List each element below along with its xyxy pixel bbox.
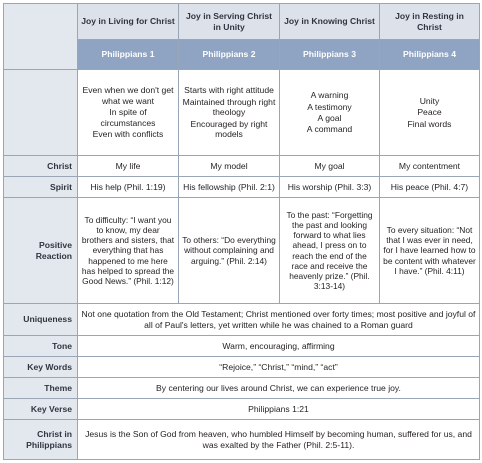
theme-cell: By centering our lives around Christ, we can experience true joy.	[78, 378, 480, 399]
summary-line: In spite of circumstances	[100, 107, 156, 128]
summary-line: Peace	[417, 107, 442, 118]
christ-in-philippians-cell: Jesus is the Son of God from heaven, who humbled Himself by becoming human, suffered for us, and was exalted by the Father (Phil. 2:5-11).	[78, 420, 480, 460]
corner-cell	[4, 70, 78, 156]
summary-cell	[380, 70, 480, 156]
book-chapter: Philippians 1	[78, 40, 179, 70]
summary-line: A testimony	[307, 101, 352, 112]
spirit-cell: His fellowship (Phil. 2:1)	[179, 177, 280, 198]
row-label-key-words: Key Words	[4, 357, 78, 378]
row-label-uniqueness: Uniqueness	[4, 304, 78, 336]
reaction-cell: To others: “Do everything without complaining and arguing.” (Phil. 2:14)	[179, 198, 280, 304]
philippians-chart	[3, 3, 479, 460]
christ-cell: My life	[78, 156, 179, 177]
uniqueness-cell: Not one quotation from the Old Testament; Christ mentioned over forty times; most positive and joyful of all of Paul's letters, yet written while he was chained to a Roman guard	[78, 304, 480, 336]
row-label-key-verse: Key Verse	[4, 399, 78, 420]
christ-cell: My goal	[280, 156, 380, 177]
book-chapter: Philippians 3	[280, 40, 380, 70]
summary-cell	[280, 70, 380, 156]
summary-line: Final words	[407, 118, 452, 129]
summary-line: Encouraged by right models	[190, 118, 268, 140]
row-label-christ: Christ	[4, 156, 78, 177]
summary-line: Starts with right attitude	[184, 85, 274, 96]
summary-line: A goal	[317, 113, 342, 123]
summary-line: A command	[306, 124, 353, 135]
row-label-spirit: Spirit	[4, 177, 78, 198]
summary-line: Even when we don't get what we want	[82, 85, 174, 106]
column-title: Joy in Serving Christ in Unity	[179, 4, 280, 40]
christ-cell: My contentment	[380, 156, 480, 177]
row-label-christ-in-philippians: Christ in Philippians	[4, 420, 78, 460]
christ-cell: My model	[179, 156, 280, 177]
summary-line: A warning	[310, 90, 349, 101]
spirit-cell: His worship (Phil. 3:3)	[280, 177, 380, 198]
book-chapter: Philippians 2	[179, 40, 280, 70]
reaction-cell: To the past: “Forgetting the past and looking forward to what lies ahead, I press on to reach the end of the race and receive the heavenly prize.” (Phil. 3:13-14)	[280, 198, 380, 304]
row-label-positive-reaction: Positive Reaction	[4, 198, 78, 304]
row-label-tone: Tone	[4, 336, 78, 357]
row-label-theme: Theme	[4, 378, 78, 399]
summary-line: Maintained through right theology	[182, 96, 276, 118]
tone-cell: Warm, encouraging, affirming	[78, 336, 480, 357]
key-verse-cell: Philippians 1:21	[78, 399, 480, 420]
spirit-cell: His help (Phil. 1:19)	[78, 177, 179, 198]
summary-line: Even with conflicts	[92, 129, 164, 140]
summary-line: Unity	[419, 95, 440, 106]
reaction-cell: To every situation: “Not that I was ever in need, for I have learned how to be content with whatever I have.” (Phil. 4:11)	[380, 198, 480, 304]
key-words-cell: “Rejoice,” “Christ,” “mind,” “act”	[78, 357, 480, 378]
book-chapter: Philippians 4	[380, 40, 480, 70]
reaction-cell: To difficulty: “I want you to know, my dear brothers and sisters, that everything that has happened to me here has helped to spread the Good News.” (Phil. 1:12)	[78, 198, 179, 304]
column-title: Joy in Resting in Christ	[380, 4, 480, 40]
summary-cell	[78, 70, 179, 156]
spirit-cell: His peace (Phil. 4:7)	[380, 177, 480, 198]
summary-cell	[179, 70, 280, 156]
column-title: Joy in Living for Christ	[78, 4, 179, 40]
corner-cell	[4, 4, 78, 70]
philippians-table	[3, 3, 480, 460]
column-title: Joy in Knowing Christ	[280, 4, 380, 40]
